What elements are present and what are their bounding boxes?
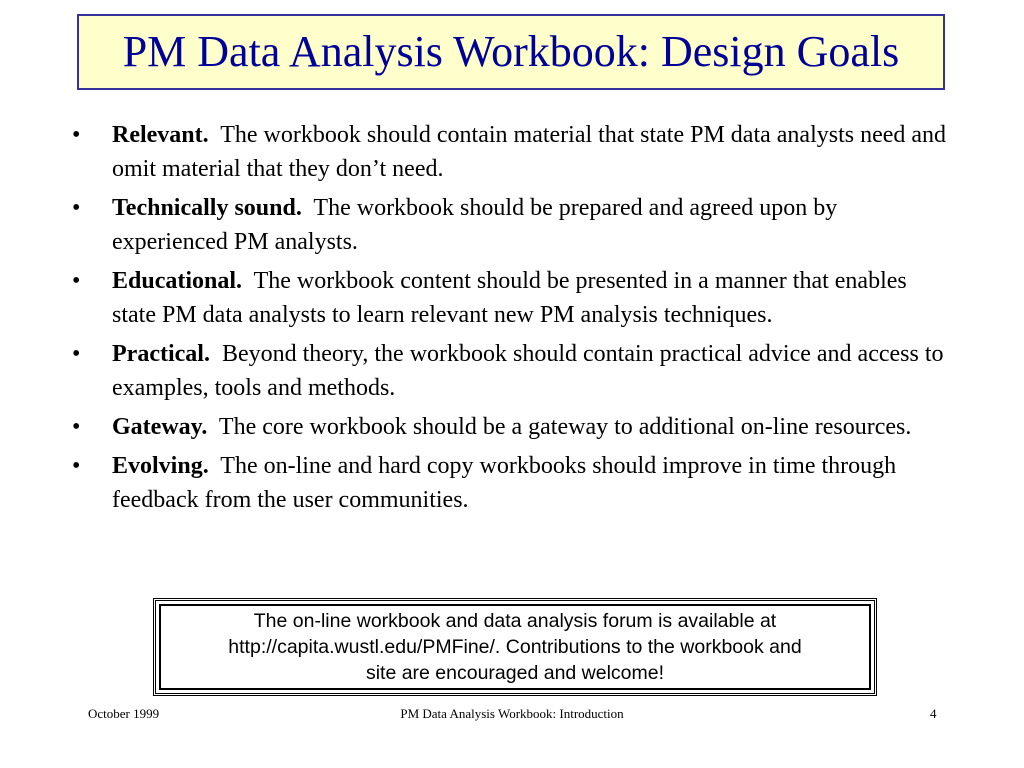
note-text: The on-line workbook and data analysis forum is available at http://capita.wustl.edu/PMFine/. Contributions to the workbook and site are encouraged and welcome! [228,610,802,684]
slide-title: PM Data Analysis Workbook: Design Goals [122,27,900,76]
footer-date: October 1999 [88,706,160,721]
bullet-text: The workbook should be prepared and agreed upon by experienced PM analysts. [112,195,838,255]
bullet-item-relevant [72,118,952,186]
bullet-term: Educational. [112,268,243,294]
bullet-marker: • [72,195,81,221]
bullet-text: Beyond theory, the workbook should contain practical advice and access to examples, tools and methods. [112,341,944,401]
bullet-text: The on-line and hard copy workbooks should improve in time through feedback from the user communities. [112,453,897,513]
bullet-item-gateway [72,410,952,444]
bullet-marker: • [72,122,81,148]
bullet-list [72,118,952,522]
bullet-marker: • [72,453,81,479]
footer-page-number: 4 [930,706,937,721]
bullet-item-evolving [72,449,952,517]
bullet-marker: • [72,268,81,294]
bullet-term: Practical. [112,341,210,367]
title-box [77,14,945,90]
bullet-term: Relevant. [112,122,209,148]
bullet-term: Evolving. [112,453,209,479]
bullet-item-technically-sound [72,191,952,259]
bullet-text: The core workbook should be a gateway to additional on-line resources. [218,414,912,440]
bullet-marker: • [72,414,81,440]
bullet-text: The workbook content should be presented in a manner that enables state PM data analysts to learn relevant new PM analysis techniques. [112,268,907,328]
bullet-term: Technically sound. [112,195,302,221]
footer-title: PM Data Analysis Workbook: Introduction [400,706,624,721]
bullet-item-practical [72,337,952,405]
bullet-marker: • [72,341,81,367]
note-box [153,598,877,696]
note-inner-frame [159,604,871,690]
bullet-item-educational [72,264,952,332]
bullet-text: The workbook should contain material that state PM data analysts need and omit material that they don’t need. [112,122,947,182]
bullet-term: Gateway. [112,414,208,440]
